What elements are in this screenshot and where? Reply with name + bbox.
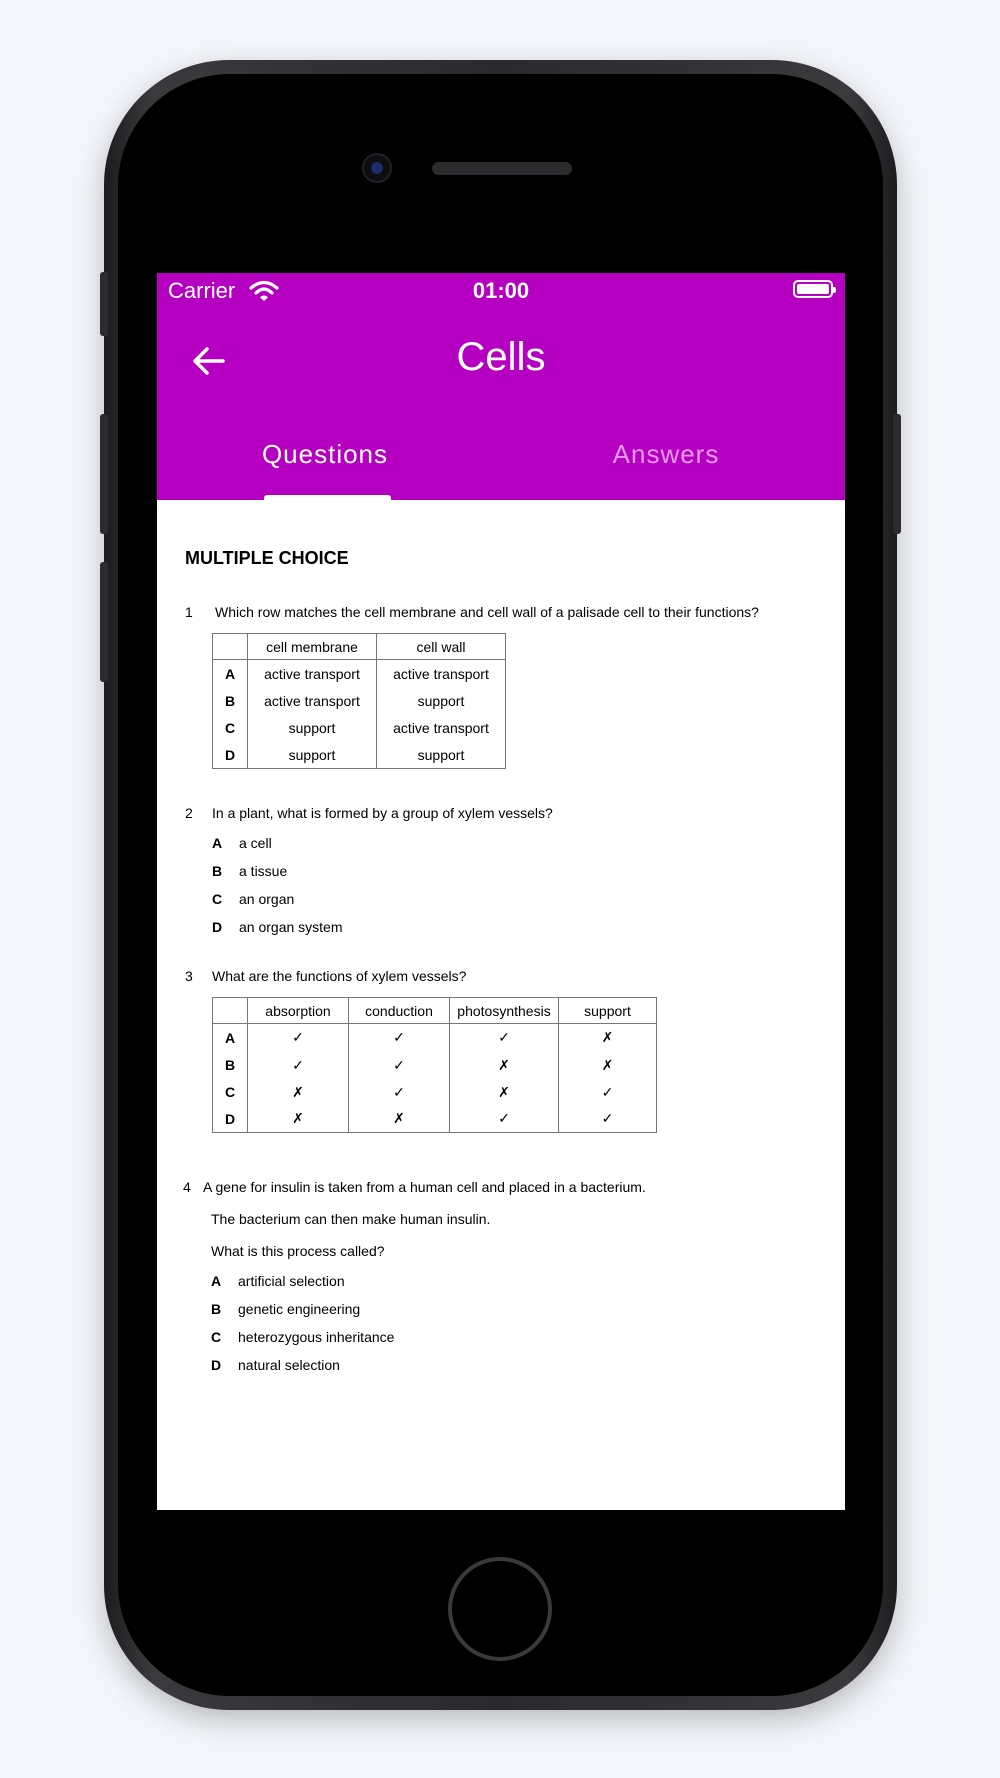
option-letter: A (212, 835, 223, 851)
option-text: an organ (239, 891, 295, 907)
answer-option (212, 835, 272, 851)
table-row (213, 1106, 657, 1133)
status-time: 01:00 (472, 278, 530, 303)
table-cell: ✗ (450, 1079, 559, 1106)
answer-option (211, 1301, 360, 1317)
row-letter: D (213, 742, 248, 769)
answer-option (211, 1357, 340, 1373)
status-bar (157, 273, 845, 307)
option-text: an organ system (239, 919, 343, 935)
answer-option (211, 1273, 345, 1289)
tab-answers[interactable]: Answers (612, 439, 720, 469)
battery-icon (793, 280, 833, 298)
question-text: In a plant, what is formed by a group of xylem vessels? (212, 805, 553, 821)
question-prompt: What is this process called? (211, 1243, 385, 1259)
answer-option (212, 863, 287, 879)
row-letter: C (213, 715, 248, 742)
question-text: What are the functions of xylem vessels? (212, 968, 467, 984)
option-text: genetic engineering (238, 1301, 361, 1317)
table-cell: ✗ (450, 1052, 559, 1079)
front-camera (362, 153, 392, 183)
option-text: artificial selection (238, 1273, 345, 1289)
section-heading: MULTIPLE CHOICE (185, 548, 349, 568)
table-row (213, 742, 506, 769)
tab-questions[interactable]: Questions (261, 439, 389, 469)
table-header: conduction (349, 998, 450, 1024)
table-cell: ✓ (559, 1079, 657, 1106)
table-cell: active transport (248, 688, 377, 715)
option-text: natural selection (238, 1357, 340, 1373)
app-screen (157, 273, 845, 1510)
table-header: support (559, 998, 657, 1024)
option-letter: A (211, 1273, 222, 1289)
worksheet-content (157, 500, 845, 1510)
q1-table (212, 633, 506, 769)
table-row (213, 1079, 657, 1106)
row-letter: C (213, 1079, 248, 1106)
option-text: heterozygous inheritance (238, 1329, 395, 1345)
q3-table (212, 997, 657, 1133)
table-cell: ✓ (248, 1024, 349, 1052)
row-letter: D (213, 1106, 248, 1133)
table-cell: active transport (377, 660, 506, 688)
table-cell: support (248, 715, 377, 742)
question-number: 2 (185, 805, 193, 821)
table-cell: ✗ (559, 1024, 657, 1052)
power-button (893, 414, 901, 534)
page-title: Cells (456, 335, 546, 379)
question-text: Which row matches the cell membrane and cell wall of a palisade cell to their functions? (215, 604, 759, 620)
table-cell (213, 998, 248, 1024)
table-header-row (213, 998, 657, 1024)
table-cell: support (248, 742, 377, 769)
option-letter: C (212, 891, 223, 907)
row-letter: A (213, 660, 248, 688)
table-cell: active transport (248, 660, 377, 688)
question-text: A gene for insulin is taken from a human cell and placed in a bacterium. (203, 1179, 646, 1195)
table-cell: ✗ (349, 1106, 450, 1133)
carrier-label: Carrier (168, 278, 236, 303)
answer-option (211, 1329, 394, 1345)
option-text: a tissue (239, 863, 288, 879)
table-header: cell membrane (248, 634, 377, 660)
table-cell: ✗ (248, 1079, 349, 1106)
table-cell: ✓ (349, 1079, 450, 1106)
row-letter: B (213, 688, 248, 715)
question-text-line: The bacterium can then make human insulin. (211, 1211, 491, 1227)
table-cell: ✗ (248, 1106, 349, 1133)
table-cell: ✓ (450, 1024, 559, 1052)
table-row (213, 1052, 657, 1079)
option-letter: D (212, 919, 223, 935)
option-letter: B (211, 1301, 222, 1317)
table-cell: ✓ (349, 1052, 450, 1079)
question-number: 1 (185, 604, 193, 620)
question-number: 3 (185, 968, 193, 984)
mute-switch (100, 272, 108, 336)
option-text: a cell (239, 835, 272, 851)
table-row (213, 715, 506, 742)
row-letter: A (213, 1024, 248, 1052)
table-row (213, 1024, 657, 1052)
volume-up-button (100, 414, 108, 534)
table-cell: ✓ (450, 1106, 559, 1133)
answer-option (212, 891, 294, 907)
table-header: absorption (248, 998, 349, 1024)
home-button[interactable] (448, 1557, 552, 1661)
option-letter: D (211, 1357, 222, 1373)
table-row (213, 688, 506, 715)
table-header: photosynthesis (450, 998, 559, 1024)
volume-down-button (100, 562, 108, 682)
option-letter: C (211, 1329, 222, 1345)
table-header: cell wall (377, 634, 506, 660)
answer-option (212, 919, 343, 935)
table-cell: ✓ (349, 1024, 450, 1052)
table-cell: ✗ (559, 1052, 657, 1079)
table-cell (213, 634, 248, 660)
earpiece-speaker (432, 162, 572, 175)
row-letter: B (213, 1052, 248, 1079)
table-cell: support (377, 742, 506, 769)
question-number: 4 (183, 1179, 191, 1195)
table-cell: ✓ (248, 1052, 349, 1079)
option-letter: B (212, 863, 223, 879)
table-row (213, 660, 506, 688)
table-cell: active transport (377, 715, 506, 742)
app-bar (157, 273, 845, 500)
table-header-row (213, 634, 506, 660)
table-cell: support (377, 688, 506, 715)
table-cell: ✓ (559, 1106, 657, 1133)
